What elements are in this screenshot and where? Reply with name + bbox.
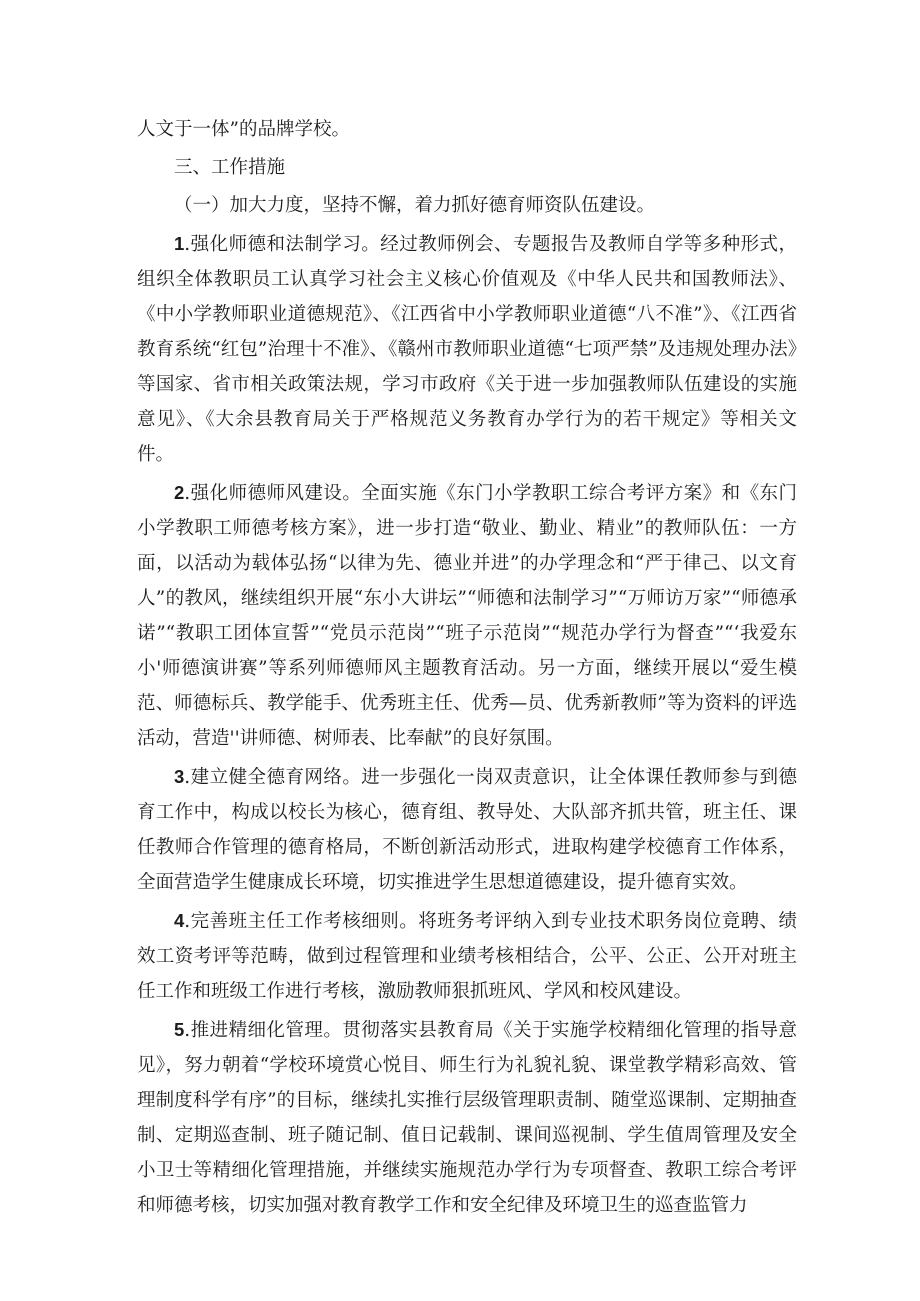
section-heading-work-measures (137, 150, 797, 185)
paragraph-item-5 (137, 1012, 797, 1223)
section-heading-text: 三、工作措施 (174, 157, 286, 178)
paragraph-item-4 (137, 903, 797, 1009)
paragraph-text: 人文于一体”的品牌学校。 (137, 119, 350, 140)
item-number: 3 (174, 766, 185, 787)
item-number: 5 (174, 1019, 185, 1040)
paragraph-text: .完善班主任工作考核细则。将班务考评纳入到专业技术职务岗位竟聘、绩效工资考评等范畴，做到过程管理和业绩考核相结合，公平、公正、公开对班主任工作和班级工作进行考核，激励教师狠抓班风、学风和校风建设。 (137, 911, 797, 1002)
item-number: 4 (174, 910, 185, 931)
paragraph-text: .建立健全德育网络。进一步强化一岗双责意识，让全体课任教师参与到德育工作中，构成以校长为核心，德育组、教导处、大队部齐抓共管，班主任、课任教师合作管理的德育格局，不断创新活动形式，进取构建学校德育工作体系，全面营造学生健康成长环境，切实推进学生思想道德建设，提升德育实效。 (137, 767, 797, 893)
paragraph-text: .强化师德师风建设。全面实施《东门小学教职工综合考评方案》和《东门小学教职工师德考核方案》，进一步打造“敬业、勤业、精业”的教师队伍：一方面，以活动为载体弘扬“以律为先、德业并进”的办学理念和“严于律己、以文育人”的教风，继续组织开展“东小大讲坛”“师德和法制学习”“万师访万家”“师德承诺”“教职工团体宣誓”“党员示范岗”“班子示范岗”“规范办学行为督查”“‘我爱东小'师德演讲赛”等系列师德师风主题教育活动。另一方面，继续开展以“爱生模范、师德标兵、教学能手、优秀班主任、优秀—员、优秀新教师”等为资料的评选活动，营造''讲师德、树师表、比奉献”的良好氛围。 (137, 483, 797, 749)
paragraph-item-3 (137, 759, 797, 900)
paragraph-item-1 (137, 226, 797, 472)
subsection-heading-teacher-team (137, 188, 797, 223)
subsection-heading-text: （一）加大力度，坚持不懈，着力抓好德育师资队伍建设。 (174, 195, 656, 216)
paragraph-text: .强化师德和法制学习。经过教师例会、专题报告及教师自学等多种形式，组织全体教职员工认真学习社会主义核心价值观及《中华人民共和国教师法》、《中小学教师职业道德规范》、《江西省中小学教师职业道德“八不准”》、《江西省教育系统“红包”治理十不准》、《赣州市教师职业道德“七项严禁”及违规处理办法》等国家、省市相关政策法规，学习市政府《关于进一步加强教师队伍建设的实施意见》、《大余县教育局关于严格规范义务教育办学行为的若干规定》等相关文件。 (137, 234, 797, 465)
paragraph-text: .推进精细化管理。贯彻落实县教育局《关于实施学校精细化管理的指导意见》，努力朝着“学校环境赏心悦目、师生行为礼貌礼貌、课堂教学精彩高效、管理制度科学有序”的目标，继续扎实推行层级管理职责制、随堂巡课制、定期抽查制、定期巡查制、班子随记制、值日记载制、课间巡视制、学生值周管理及安全小卫士等精细化管理措施，并继续实施规范办学行为专项督查、教职工综合考评和师德考核，切实加强对教育教学工作和安全纪律及环境卫生的巡查监管力 (137, 1020, 797, 1216)
item-number: 2 (174, 482, 185, 503)
item-number: 1 (174, 233, 185, 254)
paragraph-item-2 (137, 475, 797, 756)
document-body (137, 112, 797, 1223)
paragraph-brand-school-ending (137, 112, 797, 147)
